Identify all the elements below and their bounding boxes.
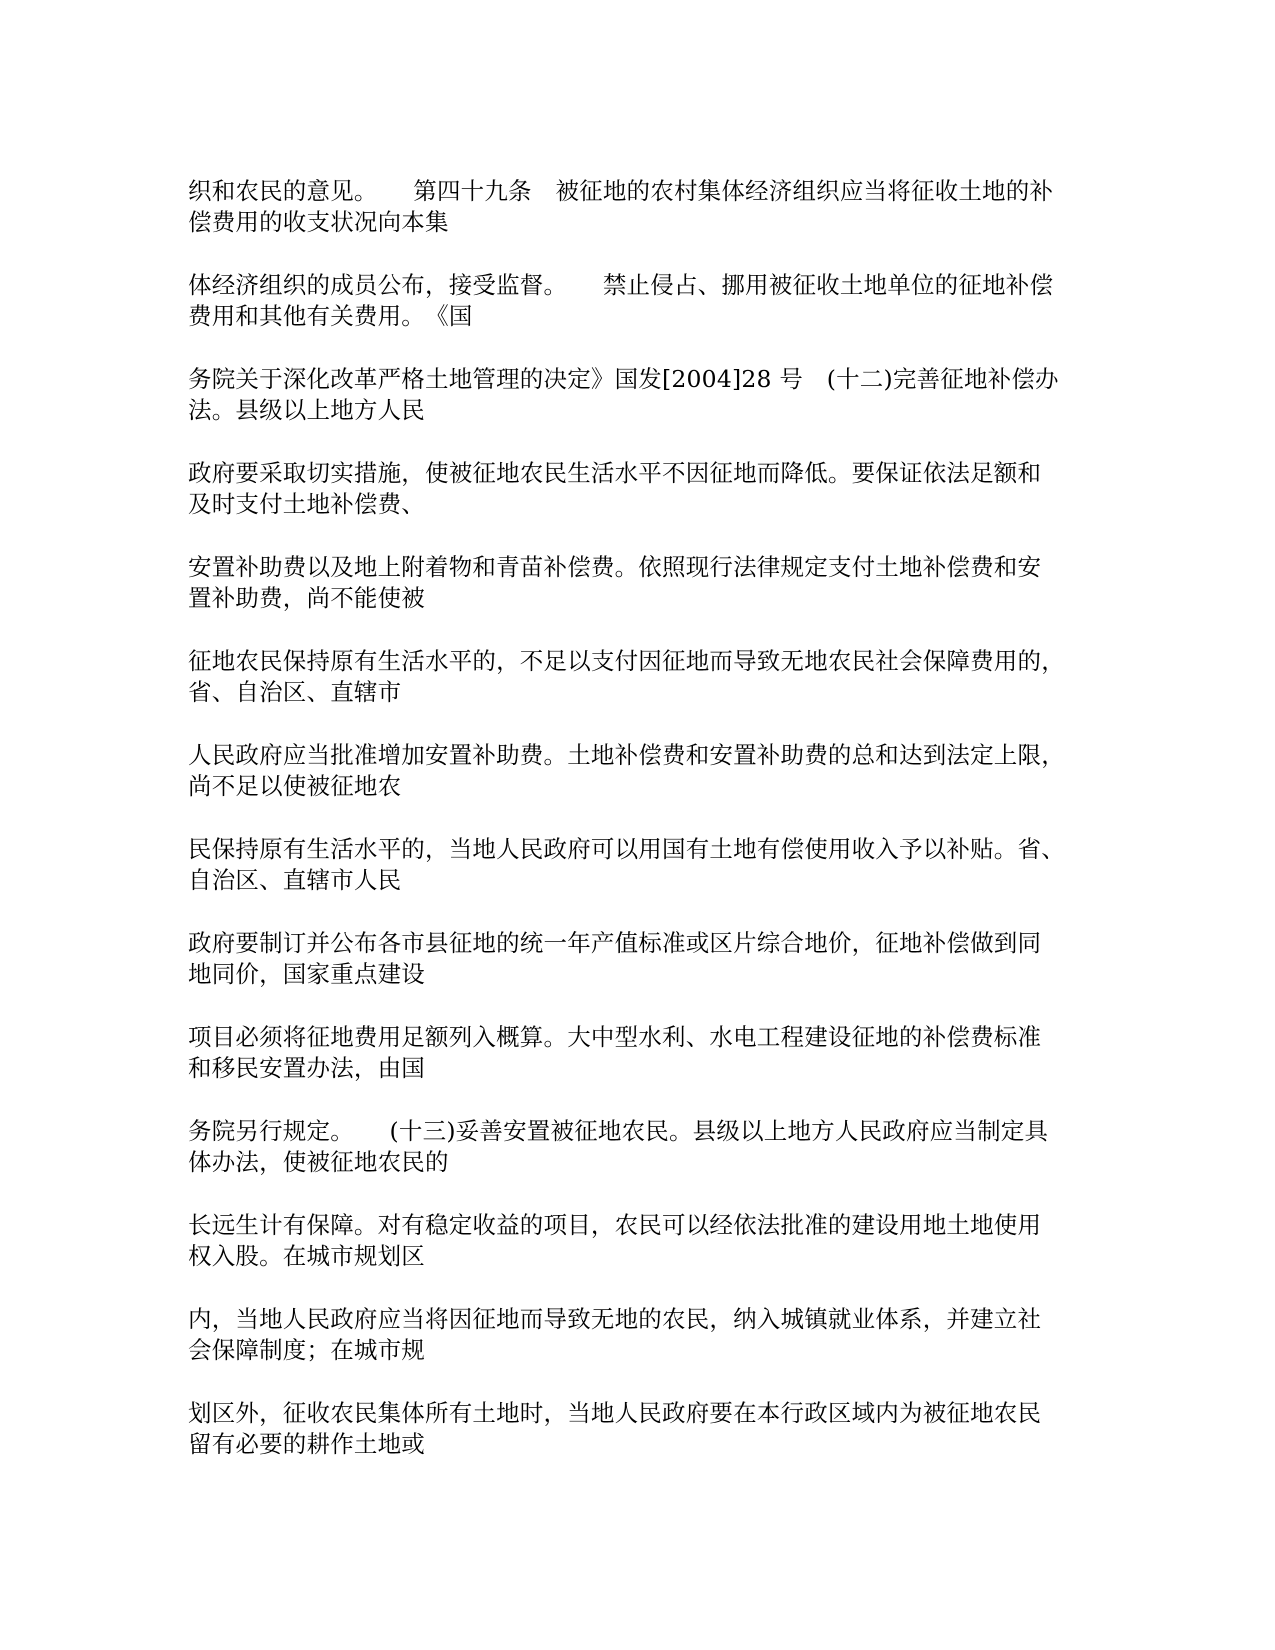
paragraph-line: 务院另行规定。 (十三)妥善安置被征地农民。县级以上地方人民政府应当制定具 (188, 1117, 1049, 1145)
paragraph-line: 项目必须将征地费用足额列入概算。大中型水利、水电工程建设征地的补偿费标准 (188, 1023, 1042, 1051)
paragraph-line: 省、自治区、直辖市 (188, 678, 402, 706)
paragraph-14 (188, 1398, 1088, 1460)
paragraph-4 (188, 458, 1088, 520)
paragraph-line: 内，当地人民政府应当将因征地而导致无地的农民，纳入城镇就业体系，并建立社 (188, 1305, 1042, 1333)
paragraph-line: 和移民安置办法，由国 (188, 1054, 425, 1082)
paragraph-line: 费用和其他有关费用。 《国 (188, 302, 473, 330)
paragraph-line: 置补助费，尚不能使被 (188, 584, 425, 612)
paragraph-line: 自治区、直辖市人民 (188, 866, 402, 894)
paragraph-line: 及时支付土地补偿费、 (188, 490, 425, 518)
paragraph-3 (188, 364, 1088, 426)
paragraph-line: 划区外，征收农民集体所有土地时，当地人民政府要在本行政区域内为被征地农民 (188, 1399, 1042, 1427)
paragraph-line: 地同价，国家重点建设 (188, 960, 425, 988)
paragraph-13 (188, 1304, 1088, 1366)
paragraph-line: 政府要制订并公布各市县征地的统一年产值标准或区片综合地价，征地补偿做到同 (188, 929, 1042, 957)
paragraph-5 (188, 552, 1088, 614)
paragraph-10 (188, 1022, 1088, 1084)
paragraph-7 (188, 740, 1088, 802)
paragraph-line: 会保障制度；在城市规 (188, 1336, 425, 1364)
paragraph-line: 体办法，使被征地农民的 (188, 1148, 449, 1176)
paragraph-line: 征地农民保持原有生活水平的，不足以支付因征地而导致无地农民社会保障费用的， (188, 647, 1065, 675)
paragraph-line: 民保持原有生活水平的，当地人民政府可以用国有土地有偿使用收入予以补贴。省、 (188, 835, 1065, 863)
paragraph-1 (188, 176, 1088, 238)
paragraph-line: 政府要采取切实措施，使被征地农民生活水平不因征地而降低。要保证依法足额和 (188, 459, 1042, 487)
paragraph-line: 留有必要的耕作土地或 (188, 1430, 425, 1458)
paragraph-line: 安置补助费以及地上附着物和青苗补偿费。依照现行法律规定支付土地补偿费和安 (188, 553, 1042, 581)
paragraph-9 (188, 928, 1088, 990)
paragraph-6 (188, 646, 1088, 708)
paragraph-11 (188, 1116, 1088, 1178)
paragraph-line: 人民政府应当批准增加安置补助费。土地补偿费和安置补助费的总和达到法定上限， (188, 741, 1065, 769)
paragraph-line: 权入股。在城市规划区 (188, 1242, 425, 1270)
paragraph-line: 法。县级以上地方人民 (188, 396, 425, 424)
document-body (188, 176, 1088, 1492)
paragraph-8 (188, 834, 1088, 896)
paragraph-line: 偿费用的收支状况向本集 (188, 208, 449, 236)
paragraph-line: 长远生计有保障。对有稳定收益的项目，农民可以经依法批准的建设用地土地使用 (188, 1211, 1042, 1239)
paragraph-2 (188, 270, 1088, 332)
paragraph-line: 织和农民的意见。 第四十九条 被征地的农村集体经济组织应当将征收土地的补 (188, 177, 1054, 205)
paragraph-line: 体经济组织的成员公布，接受监督。 禁止侵占、挪用被征收土地单位的征地补偿 (188, 271, 1054, 299)
paragraph-line: 尚不足以使被征地农 (188, 772, 402, 800)
paragraph-line: 务院关于深化改革严格土地管理的决定》国发[2004]28 号 (十二)完善征地补偿办 (188, 365, 1059, 393)
paragraph-12 (188, 1210, 1088, 1272)
